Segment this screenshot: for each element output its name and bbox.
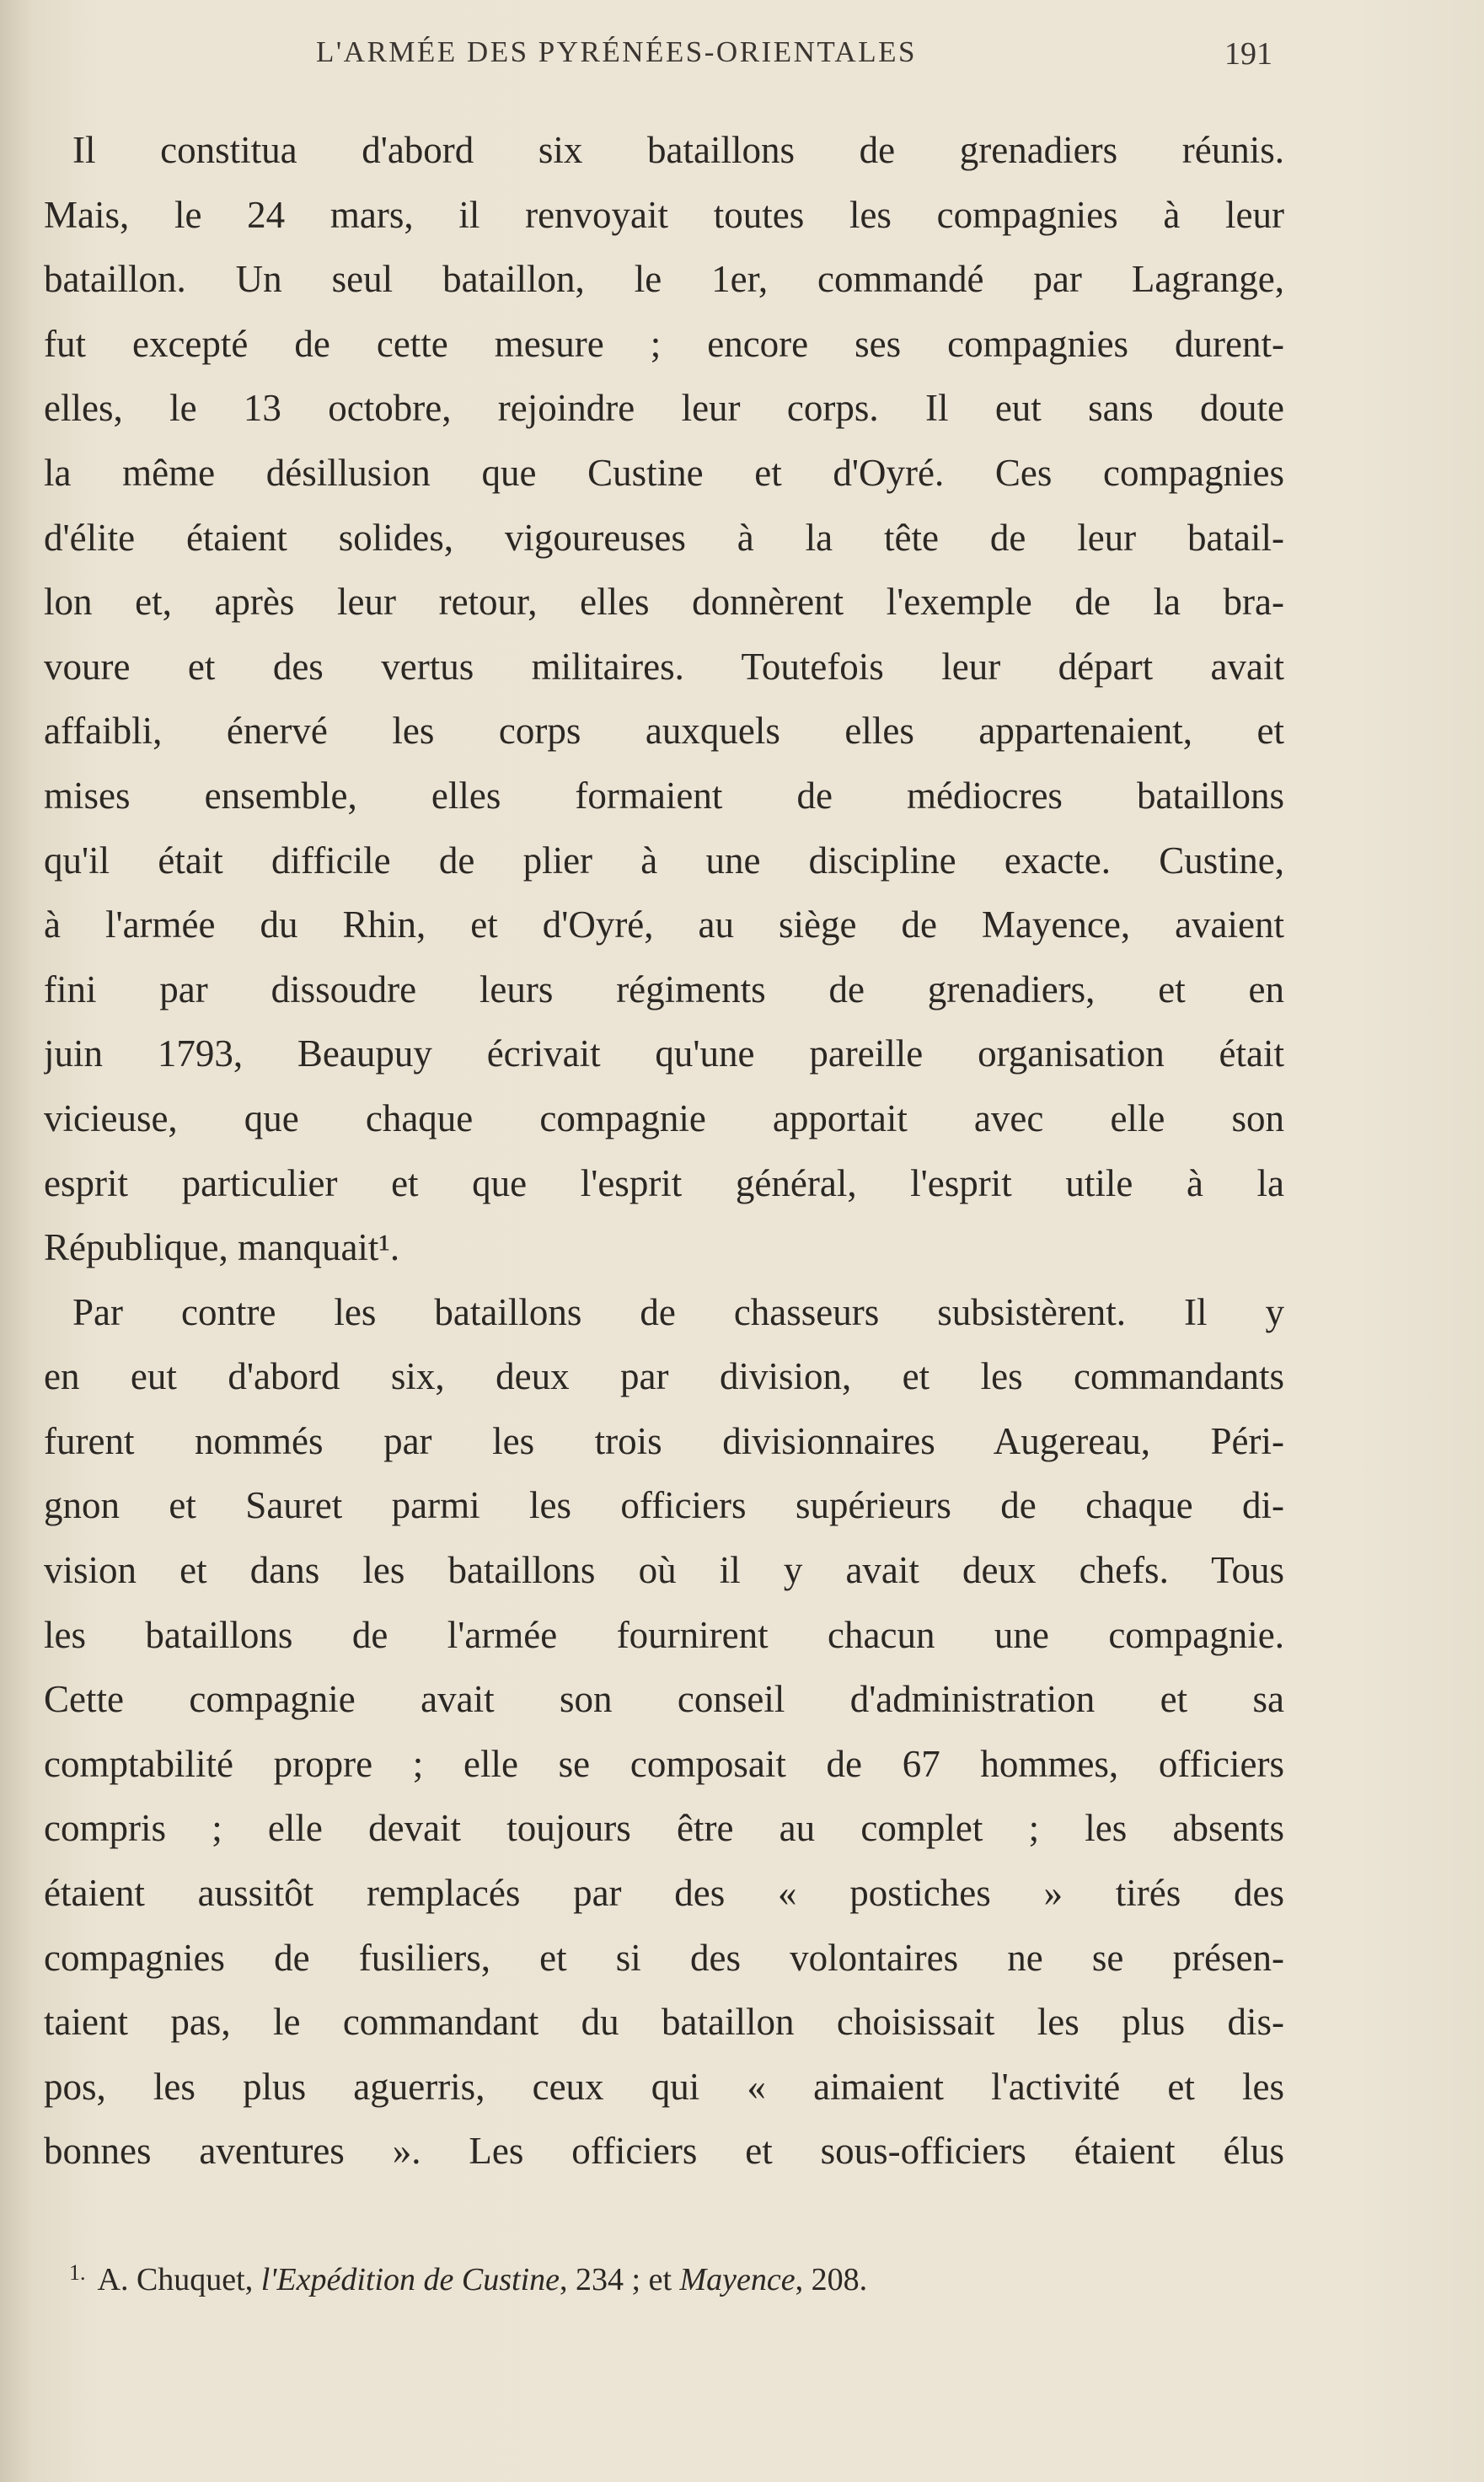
text-line: compagnies de fusiliers, et si des volontaires ne se présen-	[44, 1936, 1284, 1979]
text-line: vision et dans les bataillons où il y avait deux chefs. Tous	[44, 1549, 1284, 1592]
text-line: mises ensemble, elles formaient de médiocres bataillons	[44, 774, 1284, 817]
running-title: L'ARMÉE DES PYRÉNÉES-ORIENTALES	[316, 35, 917, 68]
footnote-number: 1.	[69, 2260, 86, 2285]
footnote-author: A. Chuquet,	[97, 2262, 254, 2297]
text-line: juin 1793, Beaupuy écrivait qu'une pareille organisation était	[44, 1032, 1284, 1075]
text-line: en eut d'abord six, deux par division, et les commandants	[44, 1355, 1284, 1398]
text-line: elles, le 13 octobre, rejoindre leur corps. Il eut sans doute	[44, 387, 1284, 430]
text-line: qu'il était difficile de plier à une discipline exacte. Custine,	[44, 839, 1284, 882]
text-line: Il constitua d'abord six bataillons de grenadiers réunis.	[72, 129, 1284, 171]
text-line: République, manquait¹.	[44, 1226, 400, 1269]
text-line: lon et, après leur retour, elles donnèrent l'exemple de la bra-	[44, 581, 1284, 624]
text-line: la même désillusion que Custine et d'Oyré. Ces compagnies	[44, 451, 1284, 494]
text-line: pos, les plus aguerris, ceux qui « aimaient l'activité et les	[44, 2065, 1284, 2108]
text-line: étaient aussitôt remplacés par des « postiches » tirés des	[44, 1872, 1284, 1915]
footnote-work-title: Mayence	[679, 2262, 796, 2297]
body-text	[44, 118, 1284, 2184]
footnote-text: , 208.	[795, 2262, 868, 2297]
page-header	[0, 35, 1484, 78]
text-line: à l'armée du Rhin, et d'Oyré, au siège de Mayence, avaient	[44, 903, 1284, 946]
text-line: taient pas, le commandant du bataillon choisissait les plus dis-	[44, 2001, 1284, 2044]
footnote-work-title: l'Expédition de Custine	[260, 2262, 560, 2297]
text-line: Par contre les bataillons de chasseurs subsistèrent. Il y	[72, 1290, 1284, 1333]
text-line: compris ; elle devait toujours être au complet ; les absents	[44, 1807, 1284, 1850]
footnote-text: , 234 ; et	[560, 2262, 672, 2297]
text-line: Mais, le 24 mars, il renvoyait toutes les compagnies à leur	[44, 193, 1284, 236]
text-line: furent nommés par les trois divisionnaires Augereau, Péri-	[44, 1419, 1284, 1462]
footnote	[69, 2260, 867, 2298]
text-line: bataillon. Un seul bataillon, le 1er, commandé par Lagrange,	[44, 258, 1284, 301]
text-line: d'élite étaient solides, vigoureuses à la tête de leur batail-	[44, 516, 1284, 559]
page-number: 191	[1224, 36, 1272, 72]
text-line: gnon et Sauret parmi les officiers supérieurs de chaque di-	[44, 1484, 1284, 1527]
text-line: fut excepté de cette mesure ; encore ses compagnies durent-	[44, 322, 1284, 365]
text-line: vicieuse, que chaque compagnie apportait avec elle son	[44, 1096, 1284, 1139]
text-line: esprit particulier et que l'esprit général, l'esprit utile à la	[44, 1161, 1284, 1204]
text-line: comptabilité propre ; elle se composait de 67 hommes, officiers	[44, 1742, 1284, 1785]
text-line: bonnes aventures ». Les officiers et sous-officiers étaient élus	[44, 2130, 1284, 2173]
text-line: affaibli, énervé les corps auxquels elles appartenaient, et	[44, 710, 1284, 753]
text-line: Cette compagnie avait son conseil d'administration et sa	[44, 1678, 1284, 1721]
text-line: voure et des vertus militaires. Toutefois leur départ avait	[44, 645, 1284, 688]
text-line: fini par dissoudre leurs régiments de grenadiers, et en	[44, 968, 1284, 1010]
text-line: les bataillons de l'armée fournirent chacun une compagnie.	[44, 1613, 1284, 1656]
